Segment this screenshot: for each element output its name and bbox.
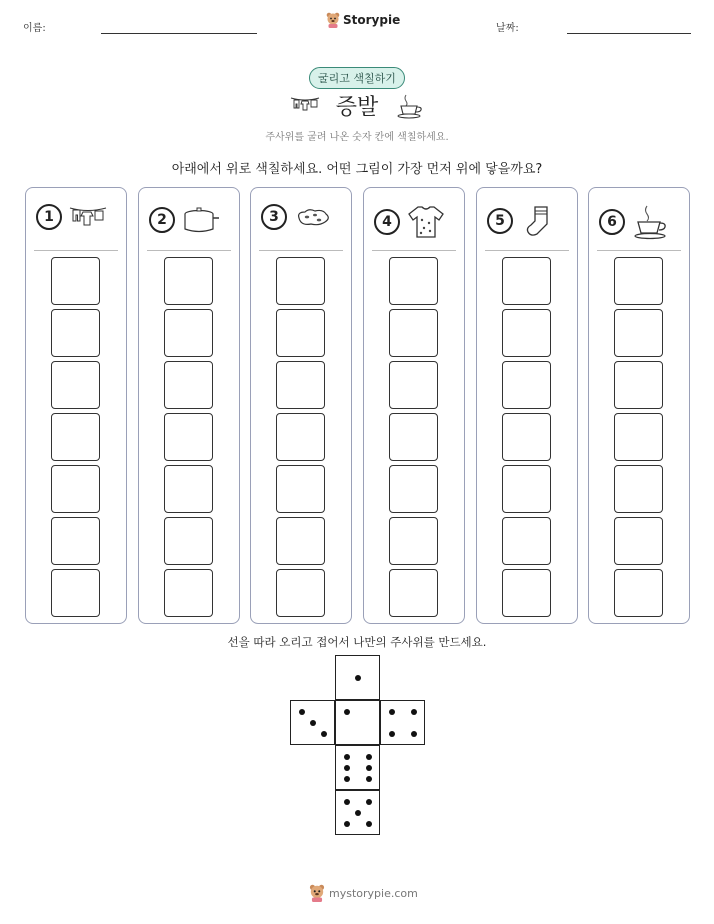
coloring-cell[interactable] <box>389 517 438 565</box>
die-face-top <box>335 655 380 700</box>
die-pip <box>355 675 361 681</box>
die-pip <box>344 821 350 827</box>
column-6 <box>588 187 690 624</box>
column-number: 6 <box>599 209 625 235</box>
sock-icon <box>519 204 559 238</box>
column-divider <box>485 250 569 251</box>
column-2 <box>138 187 240 624</box>
puddle-icon <box>293 204 333 230</box>
bear-logo-icon <box>309 884 325 902</box>
page-title: 증발 <box>335 95 379 120</box>
footer-url[interactable]: mystorypie.com <box>329 886 418 900</box>
die-face-center <box>335 700 380 745</box>
die-pip <box>366 799 372 805</box>
column-5 <box>476 187 578 624</box>
coloring-cell[interactable] <box>276 257 325 305</box>
coloring-cell[interactable] <box>389 361 438 409</box>
die-pip <box>344 765 350 771</box>
coffee-cup-icon <box>631 204 671 240</box>
pot-icon <box>181 204 221 236</box>
dice-instruction: 선을 따라 오리고 접어서 나만의 주사위를 만드세요. <box>227 635 487 649</box>
coloring-cell[interactable] <box>51 309 100 357</box>
storypie-logo <box>326 12 400 28</box>
die-pip <box>366 765 372 771</box>
coloring-cell[interactable] <box>164 465 213 513</box>
coloring-cell[interactable] <box>502 309 551 357</box>
column-number: 2 <box>149 207 175 233</box>
die-pip <box>310 720 316 726</box>
die-face-bottom <box>335 745 380 790</box>
die-pip <box>344 799 350 805</box>
wet-shirt-icon <box>406 204 446 240</box>
coloring-cell[interactable] <box>164 413 213 461</box>
column-1 <box>25 187 127 624</box>
die-pip <box>389 731 395 737</box>
die-pip <box>344 776 350 782</box>
die-pip <box>411 731 417 737</box>
column-divider <box>34 250 118 251</box>
coloring-cell[interactable] <box>51 257 100 305</box>
coloring-cell[interactable] <box>164 569 213 617</box>
coloring-cell[interactable] <box>164 361 213 409</box>
coffee-cup-icon <box>396 93 424 119</box>
date-label: 날짜: <box>496 23 519 34</box>
coloring-cell[interactable] <box>502 257 551 305</box>
die-pip <box>389 709 395 715</box>
coloring-cell[interactable] <box>614 413 663 461</box>
coloring-cell[interactable] <box>614 517 663 565</box>
die-face-left <box>290 700 335 745</box>
instruction: 아래에서 위로 색칠하세요. 어떤 그림이 가장 먼저 위에 닿을까요? <box>171 162 543 177</box>
coloring-cell[interactable] <box>389 257 438 305</box>
coloring-cell[interactable] <box>51 569 100 617</box>
coloring-cell[interactable] <box>51 361 100 409</box>
die-pip <box>321 731 327 737</box>
column-number: 4 <box>374 209 400 235</box>
coloring-cell[interactable] <box>502 569 551 617</box>
column-number: 5 <box>487 208 513 234</box>
coloring-cell[interactable] <box>614 309 663 357</box>
date-line <box>567 33 691 34</box>
coloring-cell[interactable] <box>51 517 100 565</box>
column-divider <box>259 250 343 251</box>
column-3 <box>250 187 352 624</box>
column-4 <box>363 187 465 624</box>
coloring-cell[interactable] <box>614 257 663 305</box>
coloring-cell[interactable] <box>502 361 551 409</box>
coloring-cell[interactable] <box>51 413 100 461</box>
die-pip <box>355 810 361 816</box>
coloring-cell[interactable] <box>614 465 663 513</box>
coloring-cell[interactable] <box>164 517 213 565</box>
coloring-cell[interactable] <box>276 465 325 513</box>
column-divider <box>372 250 456 251</box>
activity-badge: 굴리고 색칠하기 <box>309 67 405 89</box>
logo-text: Storypie <box>343 13 401 27</box>
bear-logo-icon <box>326 12 340 28</box>
coloring-cell[interactable] <box>502 413 551 461</box>
die-pip <box>299 709 305 715</box>
subtitle: 주사위를 굴려 나온 숫자 칸에 색칠하세요. <box>265 132 449 143</box>
coloring-cell[interactable] <box>389 413 438 461</box>
coloring-cell[interactable] <box>614 569 663 617</box>
die-pip <box>411 709 417 715</box>
name-label: 이름: <box>23 23 46 34</box>
die-pip <box>366 821 372 827</box>
coloring-cell[interactable] <box>276 413 325 461</box>
name-line <box>101 33 257 34</box>
laundry-line-icon <box>68 204 108 230</box>
footer <box>309 884 418 902</box>
coloring-cell[interactable] <box>389 569 438 617</box>
die-face-back <box>335 790 380 835</box>
coloring-cell[interactable] <box>502 517 551 565</box>
die-pip <box>344 754 350 760</box>
die-face-right <box>380 700 425 745</box>
coloring-cell[interactable] <box>276 361 325 409</box>
coloring-cell[interactable] <box>502 465 551 513</box>
die-pip <box>366 754 372 760</box>
coloring-cell[interactable] <box>389 309 438 357</box>
coloring-cell[interactable] <box>276 517 325 565</box>
column-divider <box>597 250 681 251</box>
column-divider <box>147 250 231 251</box>
coloring-cell[interactable] <box>164 309 213 357</box>
coloring-cell[interactable] <box>51 465 100 513</box>
column-number: 1 <box>36 204 62 230</box>
coloring-cell[interactable] <box>164 257 213 305</box>
column-number: 3 <box>261 204 287 230</box>
coloring-cell[interactable] <box>276 309 325 357</box>
die-pip <box>366 776 372 782</box>
coloring-cell[interactable] <box>614 361 663 409</box>
coloring-cell[interactable] <box>276 569 325 617</box>
coloring-cell[interactable] <box>389 465 438 513</box>
die-pip <box>344 709 350 715</box>
